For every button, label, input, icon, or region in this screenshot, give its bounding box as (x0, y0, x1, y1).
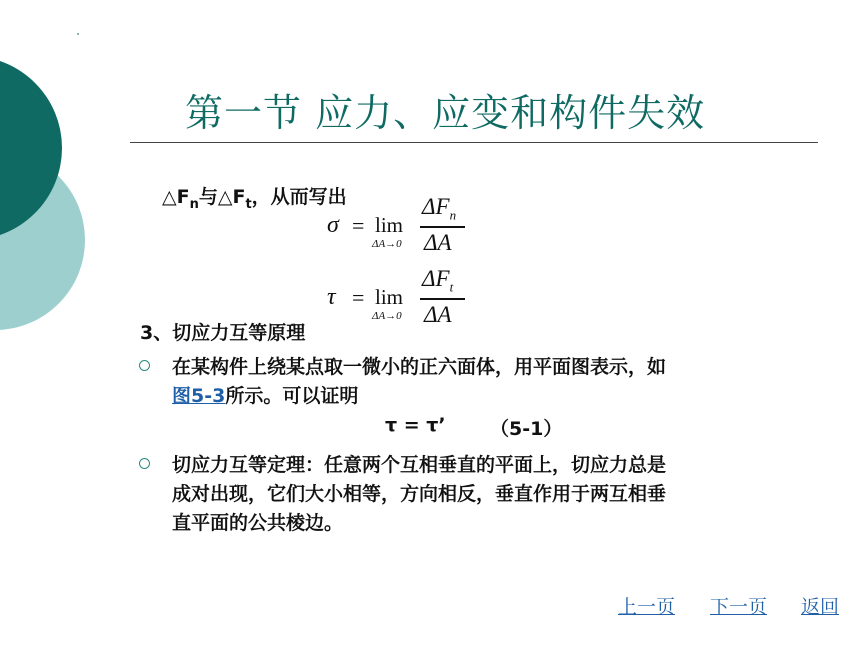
next-page-link[interactable]: 下一页 (710, 596, 768, 618)
sigma-lim: lim (375, 213, 404, 237)
tau-lim-subscript: ΔA→0 (372, 310, 402, 322)
sigma-equals: = (352, 213, 365, 238)
tau-equals: = (352, 285, 365, 310)
prev-page-link[interactable]: 上一页 (618, 596, 676, 618)
intro-tail: ，从而写出 (251, 186, 347, 208)
equation-expr: τ = τ’ (385, 414, 446, 436)
sigma-lim-subscript: ΔA→0 (372, 238, 402, 250)
tau-symbol: τ (327, 284, 336, 310)
sigma-numerator: $\Delta F_n$ (422, 194, 457, 223)
intro-delta-fn: △F (162, 186, 190, 208)
page-title: 第一节 应力、应变和构件失效 (185, 91, 706, 135)
sigma-denominator: ΔA (424, 230, 452, 255)
bullet1-line2-rest: 所示。可以证明 (225, 385, 359, 407)
bullet2-line3: 直平面的公共棱边。 (172, 512, 344, 534)
formula-sigma (320, 194, 480, 264)
decorative-dot (77, 33, 79, 35)
bullet-circle-icon (139, 458, 150, 469)
bullet-circle-icon (139, 360, 150, 371)
sigma-symbol: σ (327, 212, 339, 238)
bullet2-line2: 成对出现，它们大小相等，方向相反，垂直作用于两互相垂 (172, 483, 667, 505)
bullet2-line1: 切应力互等定理：任意两个互相垂直的平面上，切应力总是 (172, 454, 667, 476)
tau-numerator: $\Delta F_t$ (422, 266, 454, 295)
bullet1-line2 (172, 381, 358, 408)
figure-5-3-link[interactable]: 图5-3 (172, 385, 226, 407)
tau-denominator: ΔA (424, 302, 452, 327)
tau-fraction-bar (420, 298, 465, 300)
formula-tau (320, 266, 480, 336)
equation-number: （5-1） (490, 418, 563, 440)
section-heading: 3、切应力互等原理 (140, 322, 306, 344)
intro-mid: 与△F (198, 186, 246, 208)
intro-sub-n: n (189, 196, 199, 212)
tau-lim: lim (375, 285, 404, 309)
decorative-circles (0, 0, 120, 645)
bullet1-line1: 在某构件上绕某点取一微小的正六面体，用平面图表示，如 (172, 356, 667, 378)
sigma-fraction-bar (420, 226, 465, 228)
title-divider (130, 142, 818, 143)
back-link[interactable]: 返回 (801, 596, 840, 618)
intro-line (162, 182, 347, 212)
intro-sub-t: t (245, 196, 252, 212)
